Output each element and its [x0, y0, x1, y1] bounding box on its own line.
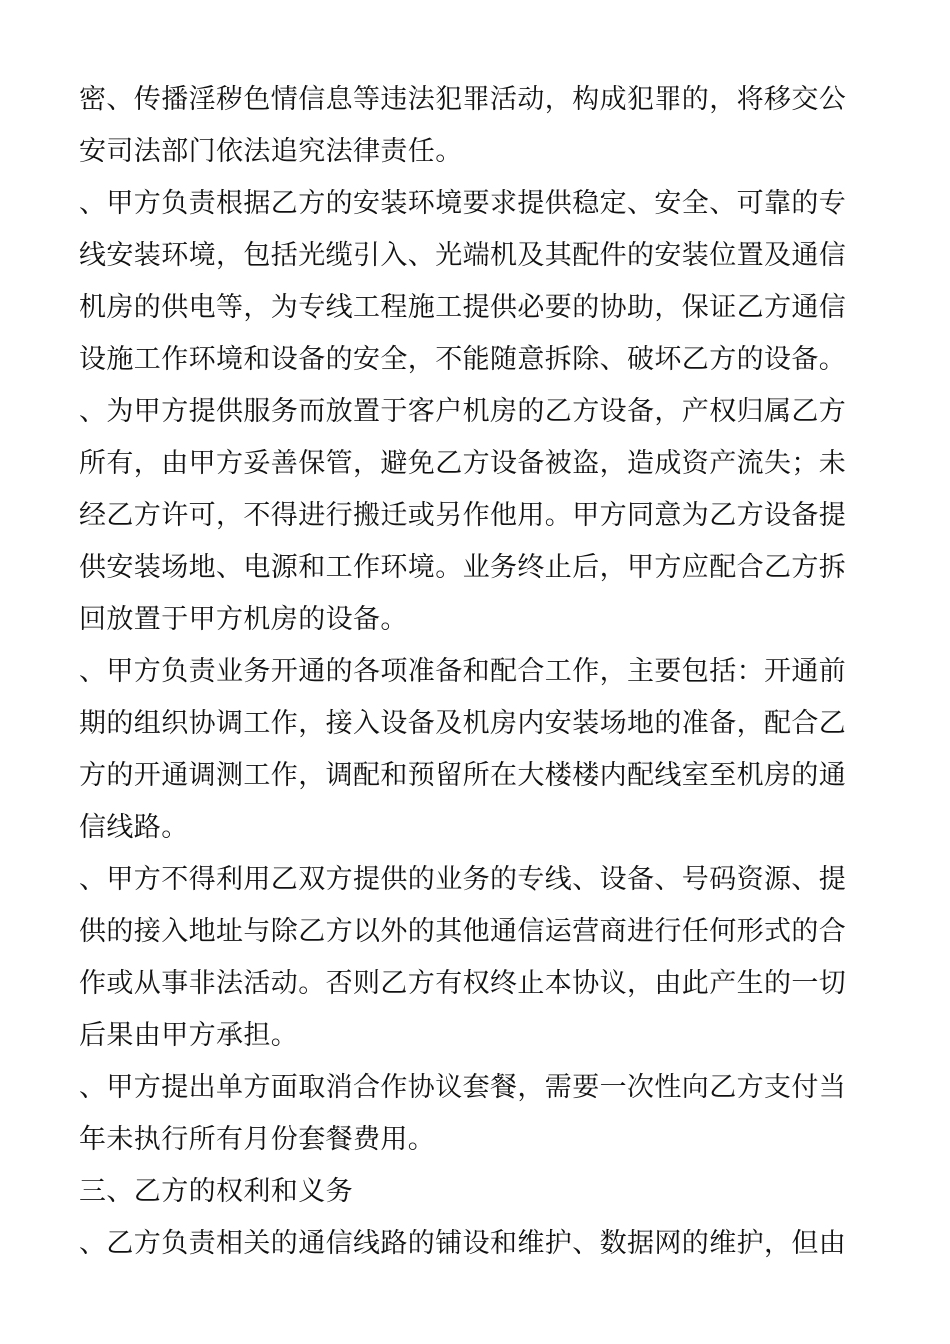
text-line: 后果由甲方承担。 [79, 1020, 299, 1051]
text-line: 经乙方许可，不得进行搬迁或另作他用。甲方同意为乙方设备提 [79, 500, 847, 531]
text-line: 设施工作环境和设备的安全，不能随意拆除、破坏乙方的设备。 [79, 344, 847, 375]
text-line: 期的组织协调工作，接入设备及机房内安装场地的准备，配合乙 [79, 708, 847, 739]
text-line: 回放置于甲方机房的设备。 [79, 604, 408, 635]
text-line: 所有，由甲方妥善保管，避免乙方设备被盗，造成资产流失；未 [79, 448, 847, 479]
text-line: 年未执行所有月份套餐费用。 [79, 1124, 436, 1155]
text-line: 信线路。 [79, 812, 189, 843]
paragraph-start: 、乙方负责相关的通信线路的铺设和维护、数据网的维护，但由 [79, 1228, 847, 1259]
text-line: 供安装场地、电源和工作环境。业务终止后，甲方应配合乙方拆 [79, 552, 847, 583]
paragraph-start: 、甲方负责根据乙方的安装环境要求提供稳定、安全、可靠的专 [79, 188, 847, 219]
paragraph-start: 、甲方提出单方面取消合作协议套餐，需要一次性向乙方支付当 [79, 1072, 847, 1103]
text-line: 线安装环境，包括光缆引入、光端机及其配件的安装位置及通信 [79, 240, 847, 271]
text-line: 供的接入地址与除乙方以外的其他通信运营商进行任何形式的合 [79, 916, 847, 947]
section-heading: 三、乙方的权利和义务 [79, 1176, 353, 1207]
paragraph-start: 、甲方不得利用乙双方提供的业务的专线、设备、号码资源、提 [79, 864, 847, 895]
paragraph-start: 、甲方负责业务开通的各项准备和配合工作，主要包括：开通前 [79, 656, 847, 687]
text-line: 方的开通调测工作，调配和预留所在大楼楼内配线室至机房的通 [79, 760, 847, 791]
text-line: 安司法部门依法追究法律责任。 [79, 136, 463, 167]
paragraph-start: 、为甲方提供服务而放置于客户机房的乙方设备，产权归属乙方 [79, 396, 847, 427]
text-line: 作或从事非法活动。否则乙方有权终止本协议，由此产生的一切 [79, 968, 847, 999]
text-line: 密、传播淫秽色情信息等违法犯罪活动，构成犯罪的，将移交公 [79, 84, 847, 115]
text-line: 机房的供电等，为专线工程施工提供必要的协助，保证乙方通信 [79, 292, 847, 323]
